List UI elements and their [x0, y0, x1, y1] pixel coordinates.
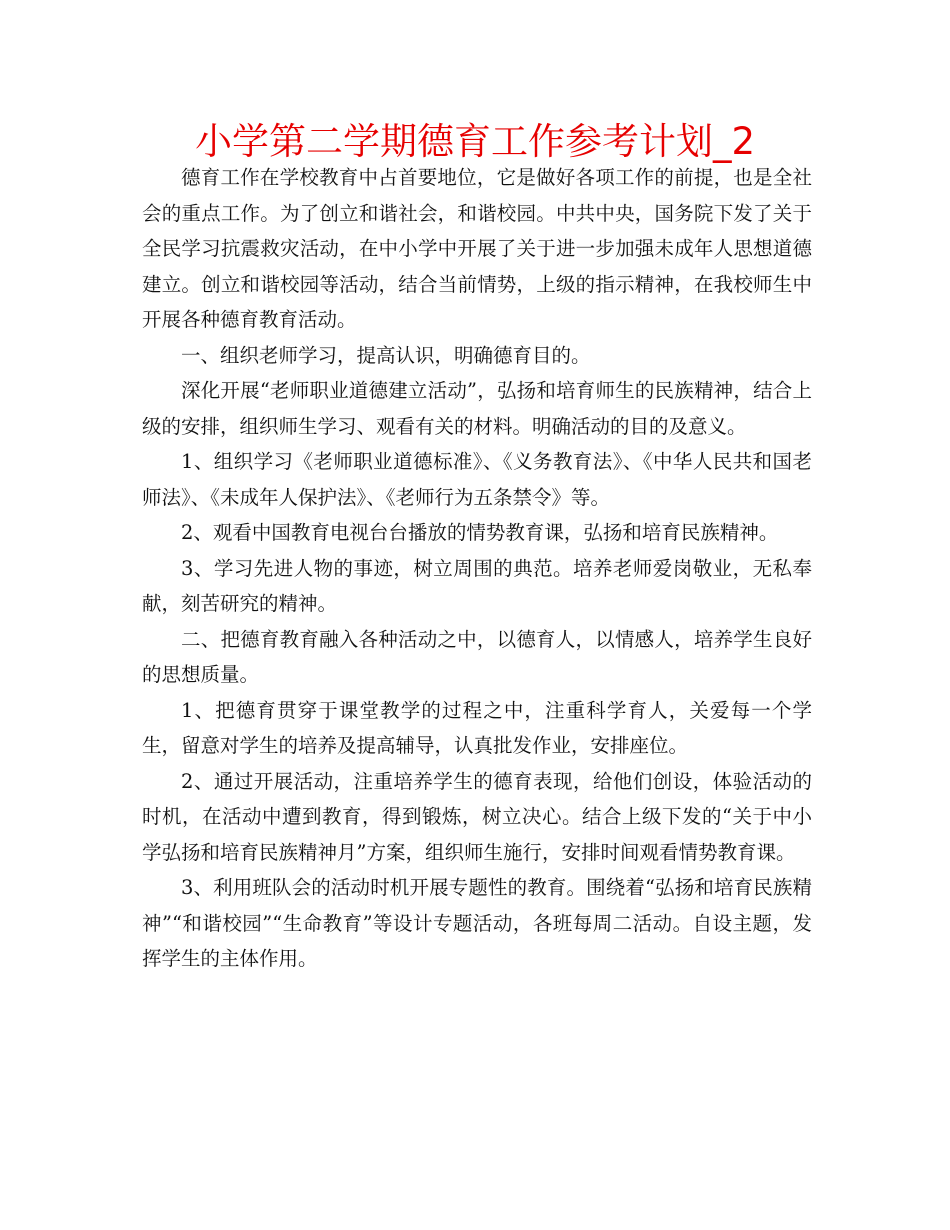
section-one-item-3: 3、学习先进人物的事迹，树立周围的典范。培养老师爱岗敬业，无私奉献，刻苦研究的精神。 — [142, 556, 812, 615]
document-title: 小学第二学期德育工作参考计划_2 — [194, 120, 756, 163]
section-one-item-2: 2、观看中国教育电视台台播放的情势教育课，弘扬和培育民族精神。 — [181, 521, 779, 544]
section-two-item-1: 1、把德育贯穿于课堂教学的过程之中，注重科学育人，关爱每一个学生，留意对学生的培养及提高辅导，认真批发作业，安排座位。 — [142, 698, 812, 757]
section-two-item-2: 2、通过开展活动，注重培养学生的德育表现，给他们创设，体验活动的时机，在活动中遭到教育，得到锻炼，树立决心。结合上级下发的“关于中小学弘扬和培育民族精神月”方案，组织师生施行，安排时间观看情势教育课。 — [142, 769, 812, 864]
section-one-item-1: 1、组织学习《老师职业道德标准》、《义务教育法》、《中华人民共和国老师法》、《未成年人保护法》、《老师行为五条禁令》等。 — [142, 450, 812, 509]
document-body — [142, 160, 812, 977]
section-two-item-3: 3、利用班队会的活动时机开展专题性的教育。围绕着“弘扬和培育民族精神”“和谐校园”“生命教育”等设计专题活动，各班每周二活动。自设主题，发挥学生的主体作用。 — [142, 876, 812, 970]
intro-paragraph: 德育工作在学校教育中占首要地位，它是做好各项工作的前提，也是全社会的重点工作。为了创立和谐社会，和谐校园。中共中央，国务院下发了关于全民学习抗震救灾活动，在中小学中开展了关于进一步加强未成年人思想道德建立。创立和谐校园等活动，结合当前情势，上级的指示精神，在我校师生中开展各种德育教育活动。 — [142, 166, 812, 331]
section-heading-one: 一、组织老师学习，提高认识，明确德育目的。 — [181, 343, 591, 367]
section-heading-two: 二、把德育教育融入各种活动之中，以德育人，以情感人，培养学生良好的思想质量。 — [142, 627, 812, 686]
section-one-intro: 深化开展“老师职业道德建立活动”，弘扬和培育师生的民族精神，结合上级的安排，组织师生学习、观看有关的材料。明确活动的目的及意义。 — [142, 379, 812, 438]
